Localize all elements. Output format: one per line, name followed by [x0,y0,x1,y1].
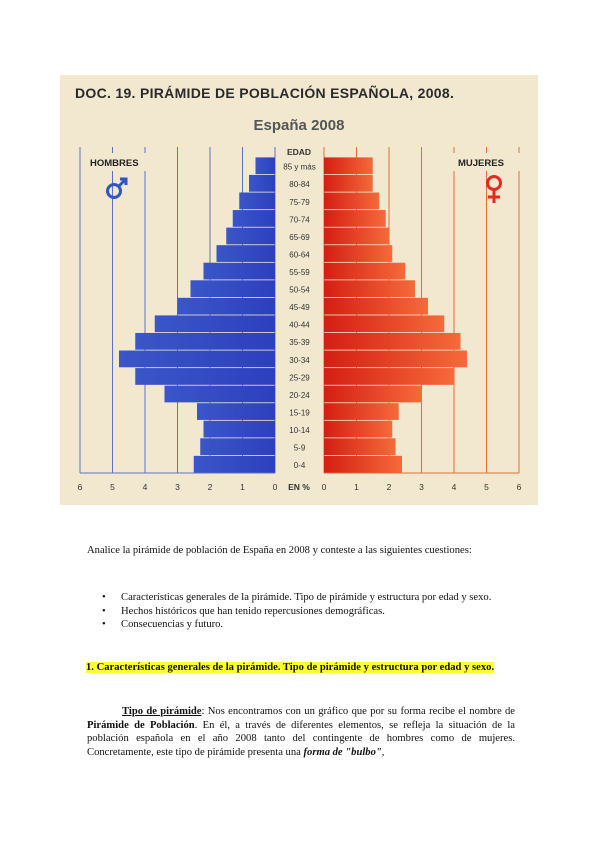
x-tick-label: 5 [484,482,489,492]
paragraph-term: Tipo de pirámide [122,706,202,717]
male-bar [191,280,276,297]
paragraph-italic: forma de "bulbo" [303,746,382,758]
age-label: 75-79 [289,197,310,207]
list-item: • Hechos históricos que han tenido repercusiones demográficas. [121,605,551,619]
male-bar [135,333,275,350]
body-paragraph [87,705,515,759]
x-tick-label: 4 [142,482,148,492]
age-label: 25-29 [289,373,310,383]
age-label: 15-19 [289,408,310,418]
population-pyramid-figure [60,75,538,505]
axis-unit-label: EN % [288,482,310,492]
male-bar [256,157,276,174]
paragraph-text: , [381,746,385,758]
female-bar [324,280,415,297]
female-bar [324,315,444,332]
male-symbol-icon [108,179,127,198]
age-label: 0-4 [293,461,306,471]
x-tick-label: 0 [272,482,278,492]
x-tick-label: 6 [516,482,522,492]
x-tick-label: 3 [419,482,424,492]
highlighted-heading: 1. Características generales de la pirámide. Tipo de pirámide y estructura por edad y sexo. [86,662,495,673]
female-bar [324,157,373,174]
age-label: 55-59 [289,267,310,277]
female-bar [324,386,422,403]
paragraph-text: . En él, a través de diferentes elementos, se refleja la situación de la población española en el año 2008 tanto del contingente de hombres como de mujeres. Concretamente, este tipo de pirámide presenta una [87,719,515,758]
age-label: 10-14 [289,425,310,435]
age-label: 35-39 [289,338,310,348]
female-bar [324,210,386,227]
female-bar [324,368,454,385]
female-symbol-icon [488,177,501,204]
male-bar [239,193,275,210]
x-tick-label: 0 [321,482,327,492]
age-label: 45-49 [289,303,310,313]
male-bar [217,245,276,262]
female-bar [324,421,392,438]
male-bar [204,263,276,280]
paragraph-bold: Pirámide de Población [87,719,195,731]
age-label: 20-24 [289,390,310,400]
female-label: MUJERES [458,158,504,169]
list-item: • Características generales de la pirámide. Tipo de pirámide y estructura por edad y sexo. [121,591,551,605]
female-bar [324,403,399,420]
male-bar [119,351,275,368]
chart-title: España 2008 [253,117,345,134]
x-tick-label: 1 [240,482,245,492]
age-label: 65-69 [289,232,310,242]
age-header: EDAD [286,147,312,157]
male-bar [233,210,275,227]
x-tick-label: 1 [354,482,359,492]
age-label: 80-84 [289,180,310,190]
female-bar [324,351,467,368]
male-bar [135,368,275,385]
female-bar [324,333,461,350]
female-bar [324,263,405,280]
male-bar [204,421,276,438]
x-tick-label: 2 [207,482,213,492]
x-tick-label: 4 [451,482,457,492]
male-bar [197,403,275,420]
x-tick-label: 3 [175,482,180,492]
pyramid-chart [60,75,538,505]
document-title: DOC. 19. PIRÁMIDE DE POBLACIÓN ESPAÑOLA, 2008. [75,85,455,101]
female-bar [324,245,392,262]
x-tick-label: 5 [110,482,115,492]
male-bar [194,456,275,473]
age-label: 40-44 [289,320,310,330]
male-bar [249,175,275,192]
male-label: HOMBRES [90,158,139,169]
age-label: 50-54 [289,285,310,295]
female-bar [324,298,428,315]
male-bar [226,228,275,245]
x-tick-label: 2 [386,482,392,492]
intro-paragraph: Analice la pirámide de población de España en 2008 y conteste a las siguientes cuestiones: [87,545,472,556]
female-bar [324,456,402,473]
male-bar [165,386,276,403]
x-tick-label: 6 [77,482,83,492]
female-bar [324,228,389,245]
female-bar [324,193,379,210]
age-label: 70-74 [289,215,310,225]
female-bar [324,438,396,455]
list-item: • Consecuencias y futuro. [121,618,551,632]
female-bar [324,175,373,192]
section-heading [86,661,516,675]
male-bar [178,298,276,315]
age-label: 30-34 [289,355,310,365]
age-label: 60-64 [289,250,310,260]
age-label: 85 y más [283,162,316,172]
age-label: 5-9 [293,443,306,453]
paragraph-text: : Nos encontramos con un gráfico que por su forma recibe el nombre de [201,706,515,717]
male-bar [200,438,275,455]
question-list [87,591,551,632]
male-bar [155,315,275,332]
